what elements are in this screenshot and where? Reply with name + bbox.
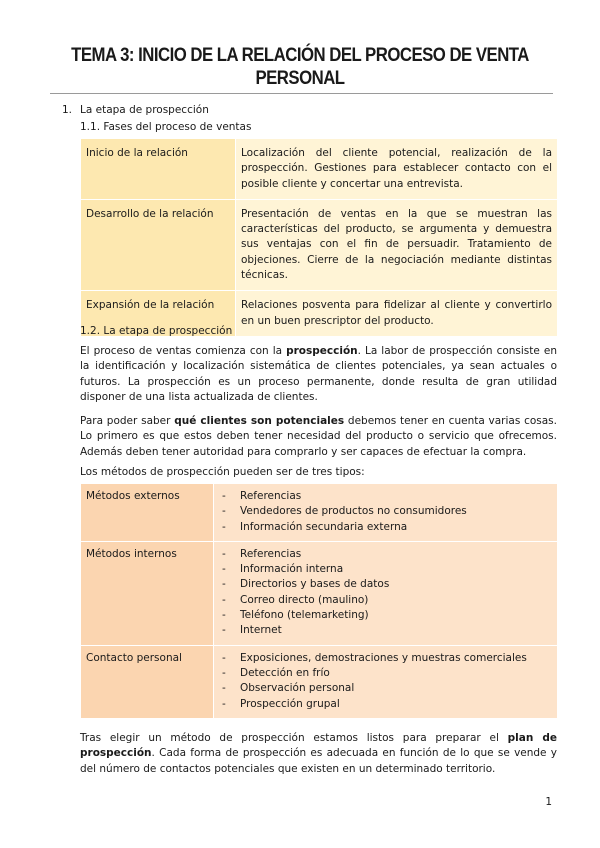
paragraph-plan-prospeccion: Tras elegir un método de prospección estamos listos para preparar el plan de prospección. Cada forma de prospección es adecuada en función de lo que se vende y del número de contactos potenciales que existen en un determinado territorio. <box>80 732 558 775</box>
metodo-label: Contacto personal <box>81 645 214 718</box>
metodo-items <box>214 541 558 645</box>
table-row <box>81 645 558 718</box>
paragraph-metodos-intro: Los métodos de prospección pueden ser de tres tipos: <box>80 466 365 478</box>
section-title: La etapa de prospección <box>80 104 209 116</box>
term-clientes-potenciales: qué clientes son potenciales <box>174 415 345 427</box>
list-item: - Observación personal <box>222 681 552 696</box>
fase-label: Desarrollo de la relación <box>81 199 236 290</box>
fase-label: Inicio de la relación <box>81 139 236 200</box>
subsection-title-prospeccion: 1.2. La etapa de prospección <box>80 325 233 337</box>
fase-description: Presentación de ventas en la que se muestran las características del producto, se argumenta y demuestra sus ventajas con el fin de persuadir. Tratamiento de objeciones. Cierre de la negociación mediante distintas técnicas. <box>236 199 558 290</box>
fase-description: Relaciones posventa para fidelizar al cliente y convertirlo en un buen prescriptor del producto. <box>236 291 558 337</box>
fase-description: Localización del cliente potencial, realización de la prospección. Gestiones para establecer contacto con el posible cliente y concertar una entrevista. <box>236 139 558 200</box>
table-row <box>81 199 558 290</box>
metodo-label: Métodos internos <box>81 541 214 645</box>
fase-label: Expansión de la relación <box>81 291 236 337</box>
paragraph-clientes-potenciales: Para poder saber qué clientes son potenciales debemos tener en cuenta varias cosas. Lo primero es que estos deben tener necesidad del producto o servicio que ofrecemos. Además deben tener autoridad para comprarlo y ser capaces de efectuar la compra. <box>80 415 557 458</box>
fases-table <box>80 138 558 337</box>
list-item: - Información interna <box>222 562 552 577</box>
list-item: - Detección en frío <box>222 666 552 681</box>
section-number: 1. <box>62 104 73 116</box>
list-item: - Internet <box>222 623 552 638</box>
term-prospeccion: prospección <box>286 345 358 357</box>
page-number: 1 <box>545 796 552 808</box>
metodo-label: Métodos externos <box>81 484 214 542</box>
page-title: TEMA 3: INICIO DE LA RELACIÓN DEL PROCESO DE VENTA PERSONAL <box>71 44 529 89</box>
subsection-title-fases: 1.1. Fases del proceso de ventas <box>80 121 252 133</box>
list-item: - Teléfono (telemarketing) <box>222 608 552 623</box>
metodo-items <box>214 645 558 718</box>
list-item: - Directorios y bases de datos <box>222 577 552 592</box>
list-item: - Referencias <box>222 547 552 562</box>
list-item: - Exposiciones, demostraciones y muestras comerciales <box>222 651 552 666</box>
table-row <box>81 484 558 542</box>
metodos-table <box>80 483 558 719</box>
list-item: - Información secundaria externa <box>222 520 552 535</box>
list-item: - Prospección grupal <box>222 697 552 712</box>
paragraph-intro: El proceso de ventas comienza con la prospección. La labor de prospección consiste en la identificación y localización sistemática de clientes potenciales, ya sean actuales o futuros. La prospección es un proceso permanente, donde resulta de gran utilidad disponer de una lista actualizada de clientes. <box>80 345 557 404</box>
table-row <box>81 139 558 200</box>
title-divider <box>50 93 553 94</box>
list-item: - Referencias <box>222 489 552 504</box>
term-plan-prospeccion: plan de prospección <box>80 732 558 760</box>
list-item: - Vendedores de productos no consumidores <box>222 504 552 519</box>
list-item: - Correo directo (maulino) <box>222 593 552 608</box>
metodo-items <box>214 484 558 542</box>
table-row <box>81 541 558 645</box>
